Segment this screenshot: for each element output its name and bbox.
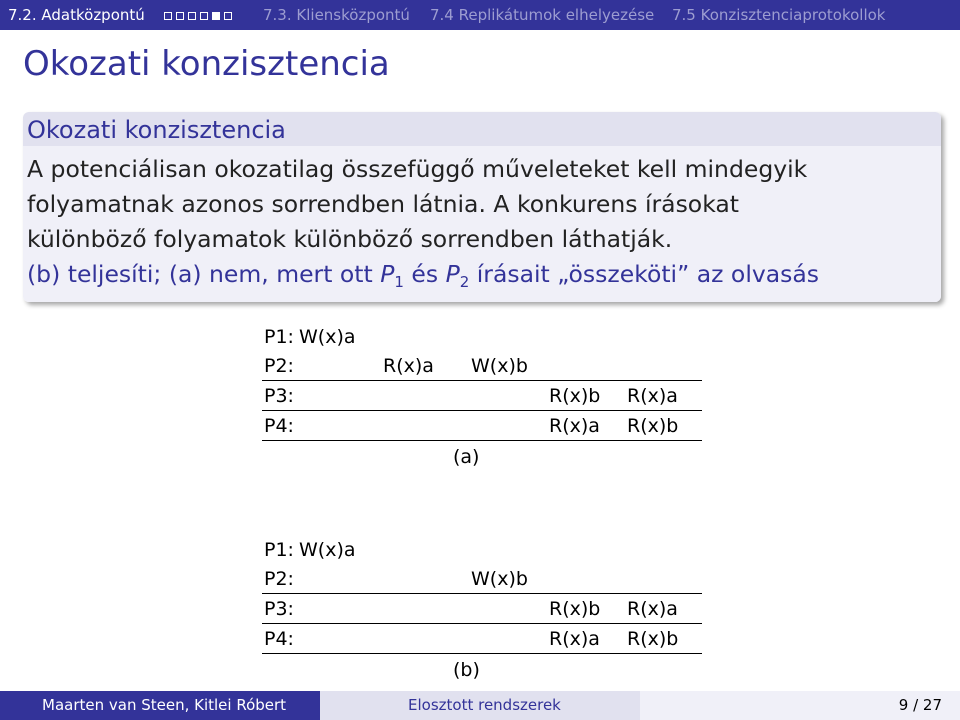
footer-bar <box>0 691 960 720</box>
nav-section-7-5[interactable]: 7.5 Konzisztenciaprotokollok <box>672 6 886 24</box>
footer-page-number: 9 / 27 <box>898 696 942 714</box>
process-row <box>262 624 702 654</box>
process-label: P3: <box>264 598 294 620</box>
inline-text: és <box>403 260 446 288</box>
process-symbol: P <box>445 260 460 288</box>
operation: R(x)a <box>627 598 678 620</box>
operation: W(x)b <box>471 355 528 377</box>
subscript: 2 <box>459 273 470 291</box>
section-navbar <box>0 0 960 30</box>
operation: R(x)b <box>627 628 679 650</box>
operation: R(x)b <box>627 415 679 437</box>
frame-title: Okozati konzisztencia <box>23 44 390 84</box>
process-row <box>262 322 702 352</box>
operation: R(x)b <box>549 385 601 407</box>
process-row <box>262 535 702 565</box>
process-row <box>262 564 702 594</box>
footer-authors-panel <box>0 691 320 720</box>
operation: R(x)b <box>549 598 601 620</box>
footer-page-panel <box>640 691 960 720</box>
block-line: A potenciálisan okozatilag összefüggő műveleteket kell mindegyik <box>27 155 808 183</box>
process-label: P3: <box>264 385 294 407</box>
process-label: P4: <box>264 415 294 437</box>
operation: W(x)a <box>299 326 356 348</box>
process-label: P1: <box>264 539 294 561</box>
frame-dot[interactable] <box>224 12 232 20</box>
process-row <box>262 381 702 411</box>
block-line-last <box>27 257 937 300</box>
footer-course: Elosztott rendszerek <box>408 696 561 714</box>
process-row <box>262 351 702 381</box>
block-body <box>23 146 941 302</box>
block-line: különböző folyamatok különböző sorrendben láthatják. <box>27 225 673 253</box>
figure-caption: (a) <box>453 446 480 468</box>
process-label: P4: <box>264 628 294 650</box>
operation: R(x)a <box>627 385 678 407</box>
frame-dot-current[interactable] <box>212 12 220 20</box>
block-line: folyamatnak azonos sorrendben látnia. A konkurens írásokat <box>27 190 739 218</box>
operation: R(x)a <box>549 628 600 650</box>
block-title: Okozati konzisztencia <box>23 112 941 146</box>
frame-dot[interactable] <box>188 12 196 20</box>
frame-dot[interactable] <box>164 12 172 20</box>
process-row <box>262 594 702 624</box>
process-label: P2: <box>264 568 294 590</box>
inline-text: írásait „összeköti” az olvasás <box>469 260 820 288</box>
footer-authors: Maarten van Steen, Kitlei Róbert <box>42 696 287 714</box>
footer-course-panel <box>320 691 640 720</box>
process-symbol: P <box>380 260 395 288</box>
operation: W(x)a <box>299 539 356 561</box>
operation: W(x)b <box>471 568 528 590</box>
nav-section-7-4[interactable]: 7.4 Replikátumok elhelyezése <box>430 6 655 24</box>
inline-text: (b) teljesíti; (a) nem, mert ott <box>27 260 381 288</box>
process-row <box>262 411 702 441</box>
frame-progress-dots <box>164 11 232 21</box>
frame-dot[interactable] <box>176 12 184 20</box>
nav-section-7-2[interactable]: 7.2. Adatközpontú <box>8 6 145 24</box>
process-label: P2: <box>264 355 294 377</box>
process-label: P1: <box>264 326 294 348</box>
nav-section-7-3[interactable]: 7.3. Kliensközpontú <box>263 6 410 24</box>
figure-caption: (b) <box>453 659 480 681</box>
figure-b <box>262 535 702 681</box>
figure-a <box>262 322 702 468</box>
operation: R(x)a <box>383 355 434 377</box>
frame-dot[interactable] <box>200 12 208 20</box>
definition-block <box>23 112 941 302</box>
subscript: 1 <box>394 273 404 291</box>
operation: R(x)a <box>549 415 600 437</box>
